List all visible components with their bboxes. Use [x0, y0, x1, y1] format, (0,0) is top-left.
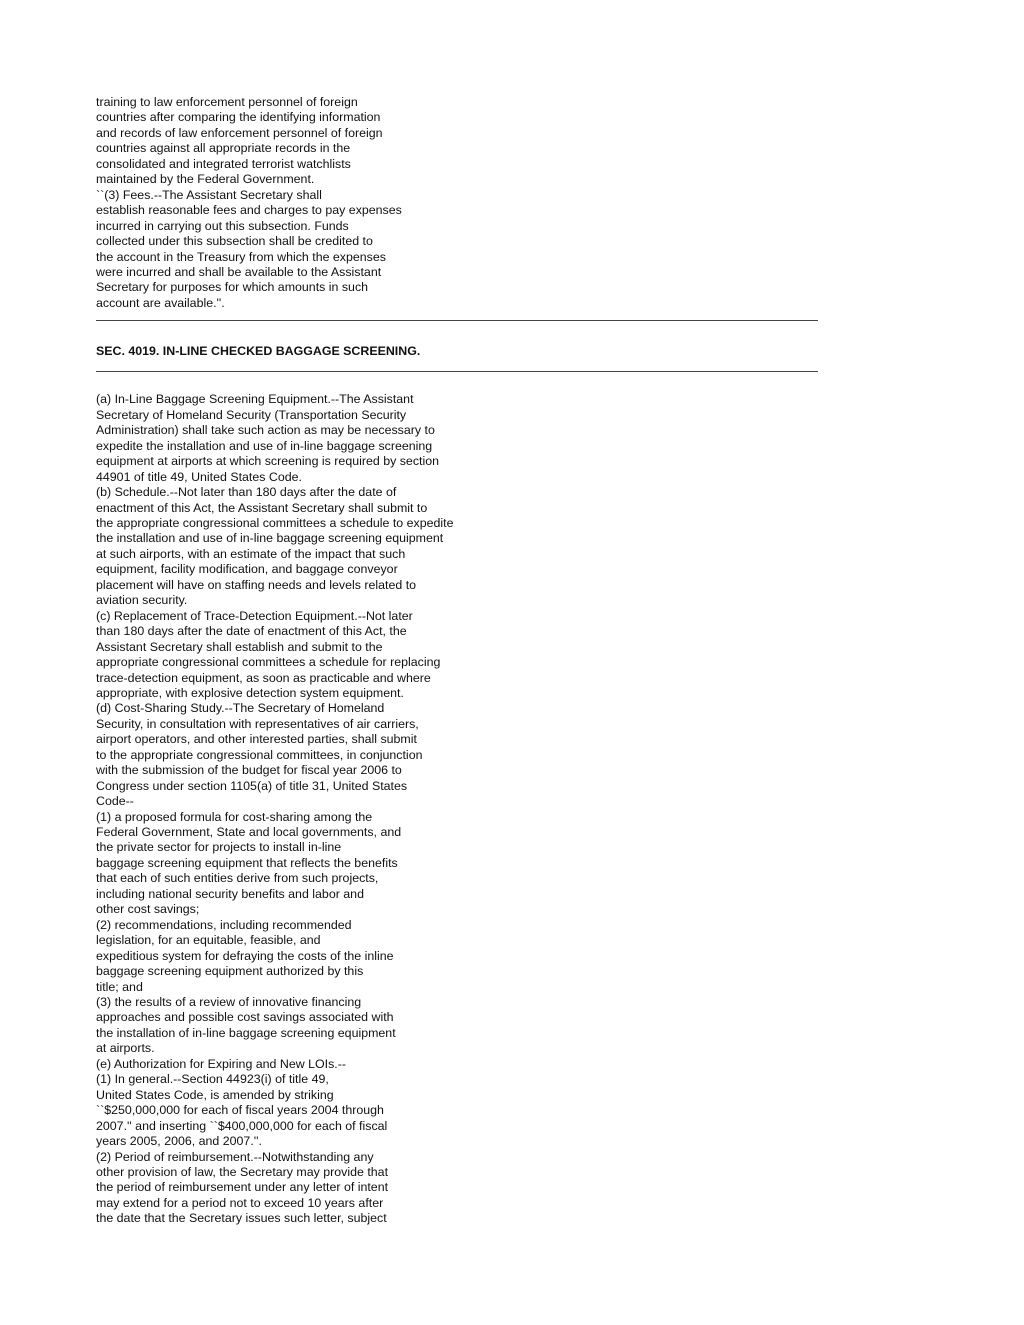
text-line: Secretary of Homeland Security (Transportation Security [96, 407, 407, 422]
text-line: legislation, for an equitable, feasible, and [96, 933, 321, 948]
text-line: appropriate, with explosive detection system equipment. [96, 685, 404, 700]
horizontal-rule [96, 371, 818, 372]
text-line: and records of law enforcement personnel of foreign [96, 125, 383, 140]
text-line: the appropriate congressional committees a schedule to expedite [96, 515, 454, 530]
text-line: Administration) shall take such action as may be necessary to [96, 423, 435, 438]
text-line: Secretary for purposes for which amounts in such [96, 280, 369, 295]
text-line: (3) the results of a review of innovative financing [96, 995, 362, 1010]
section-heading: SEC. 4019. IN-LINE CHECKED BAGGAGE SCREENING. [96, 344, 421, 359]
text-line: approaches and possible cost savings associated with [96, 1010, 394, 1025]
text-line: expeditious system for defraying the costs of the inline [96, 948, 394, 963]
text-line: the date that the Secretary issues such letter, subject [96, 1211, 387, 1226]
text-line: other cost savings; [96, 902, 200, 917]
text-line: Federal Government, State and local governments, and [96, 825, 402, 840]
section-body [96, 392, 836, 1226]
text-line: (c) Replacement of Trace-Detection Equipment.--Not later [96, 608, 413, 623]
text-line: Assistant Secretary shall establish and submit to the [96, 639, 383, 654]
text-line: expedite the installation and use of in-line baggage screening [96, 438, 433, 453]
text-line: including national security benefits and labor and [96, 886, 364, 901]
text-line: Congress under section 1105(a) of title 31, United States [96, 778, 408, 793]
text-line: than 180 days after the date of enactment of this Act, the [96, 624, 407, 639]
text-line: title; and [96, 979, 143, 994]
text-line: that each of such entities derive from such projects, [96, 871, 379, 886]
text-line: placement will have on staffing needs and levels related to [96, 577, 417, 592]
text-line: were incurred and shall be available to the Assistant [96, 264, 382, 279]
text-line: 2007.'' and inserting ``$400,000,000 for each of fiscal [96, 1118, 388, 1133]
text-line: consolidated and integrated terrorist watchlists [96, 156, 351, 171]
text-line: may extend for a period not to exceed 10 years after [96, 1195, 384, 1210]
text-line: Code-- [96, 794, 134, 809]
text-line: (2) recommendations, including recommended [96, 917, 352, 932]
text-line: 44901 of title 49, United States Code. [96, 469, 302, 484]
text-line: trace-detection equipment, as soon as practicable and where [96, 670, 431, 685]
text-line: (a) In-Line Baggage Screening Equipment.--The Assistant [96, 392, 414, 407]
text-line: ``$250,000,000 for each of fiscal years 2004 through [96, 1103, 384, 1118]
text-line: equipment at airports at which screening is required by section [96, 454, 439, 469]
text-line: aviation security. [96, 593, 188, 608]
text-line: (2) Period of reimbursement.--Notwithstanding any [96, 1149, 374, 1164]
text-line: collected under this subsection shall be credited to [96, 234, 373, 249]
text-line: enactment of this Act, the Assistant Secretary shall submit to [96, 500, 428, 515]
text-line: the account in the Treasury from which the expenses [96, 249, 386, 264]
text-line: countries after comparing the identifying information [96, 110, 381, 125]
document-page [96, 95, 836, 1227]
text-line: baggage screening equipment that reflects the benefits [96, 855, 398, 870]
text-line: (1) In general.--Section 44923(i) of title 49, [96, 1072, 329, 1087]
text-line: appropriate congressional committees a schedule for replacing [96, 655, 441, 670]
text-line: (1) a proposed formula for cost-sharing among the [96, 809, 373, 824]
text-line: to the appropriate congressional committees, in conjunction [96, 747, 423, 762]
text-line: (d) Cost-Sharing Study.--The Secretary of Homeland [96, 701, 385, 716]
text-line: years 2005, 2006, and 2007.''. [96, 1134, 262, 1149]
text-line: (e) Authorization for Expiring and New LOIs.-- [96, 1056, 346, 1071]
text-line: ``(3) Fees.--The Assistant Secretary shall [96, 187, 322, 202]
text-line: the installation and use of in-line baggage screening equipment [96, 531, 444, 546]
horizontal-rule [96, 320, 818, 321]
text-line: account are available.''. [96, 295, 225, 310]
text-line: Security, in consultation with representatives of air carriers, [96, 716, 419, 731]
text-line: at airports. [96, 1041, 155, 1056]
text-line: establish reasonable fees and charges to pay expenses [96, 203, 402, 218]
text-line: with the submission of the budget for fiscal year 2006 to [96, 763, 402, 778]
text-line: airport operators, and other interested parties, shall submit [96, 732, 417, 747]
intro-paragraph [96, 95, 836, 311]
text-line: other provision of law, the Secretary may provide that [96, 1165, 389, 1179]
text-line: incurred in carrying out this subsection. Funds [96, 218, 349, 233]
text-line: (b) Schedule.--Not later than 180 days after the date of [96, 485, 397, 500]
text-line: training to law enforcement personnel of foreign [96, 95, 358, 109]
text-line: maintained by the Federal Government. [96, 172, 315, 187]
text-line: baggage screening equipment authorized by this [96, 964, 364, 979]
text-line: the private sector for projects to install in-line [96, 840, 342, 855]
text-line: equipment, facility modification, and baggage conveyor [96, 562, 398, 577]
text-line: the period of reimbursement under any letter of intent [96, 1180, 389, 1195]
text-line: the installation of in-line baggage screening equipment [96, 1025, 396, 1040]
text-line: United States Code, is amended by striking [96, 1087, 334, 1102]
text-line: at such airports, with an estimate of the impact that such [96, 546, 406, 561]
text-line: countries against all appropriate records in the [96, 141, 351, 156]
